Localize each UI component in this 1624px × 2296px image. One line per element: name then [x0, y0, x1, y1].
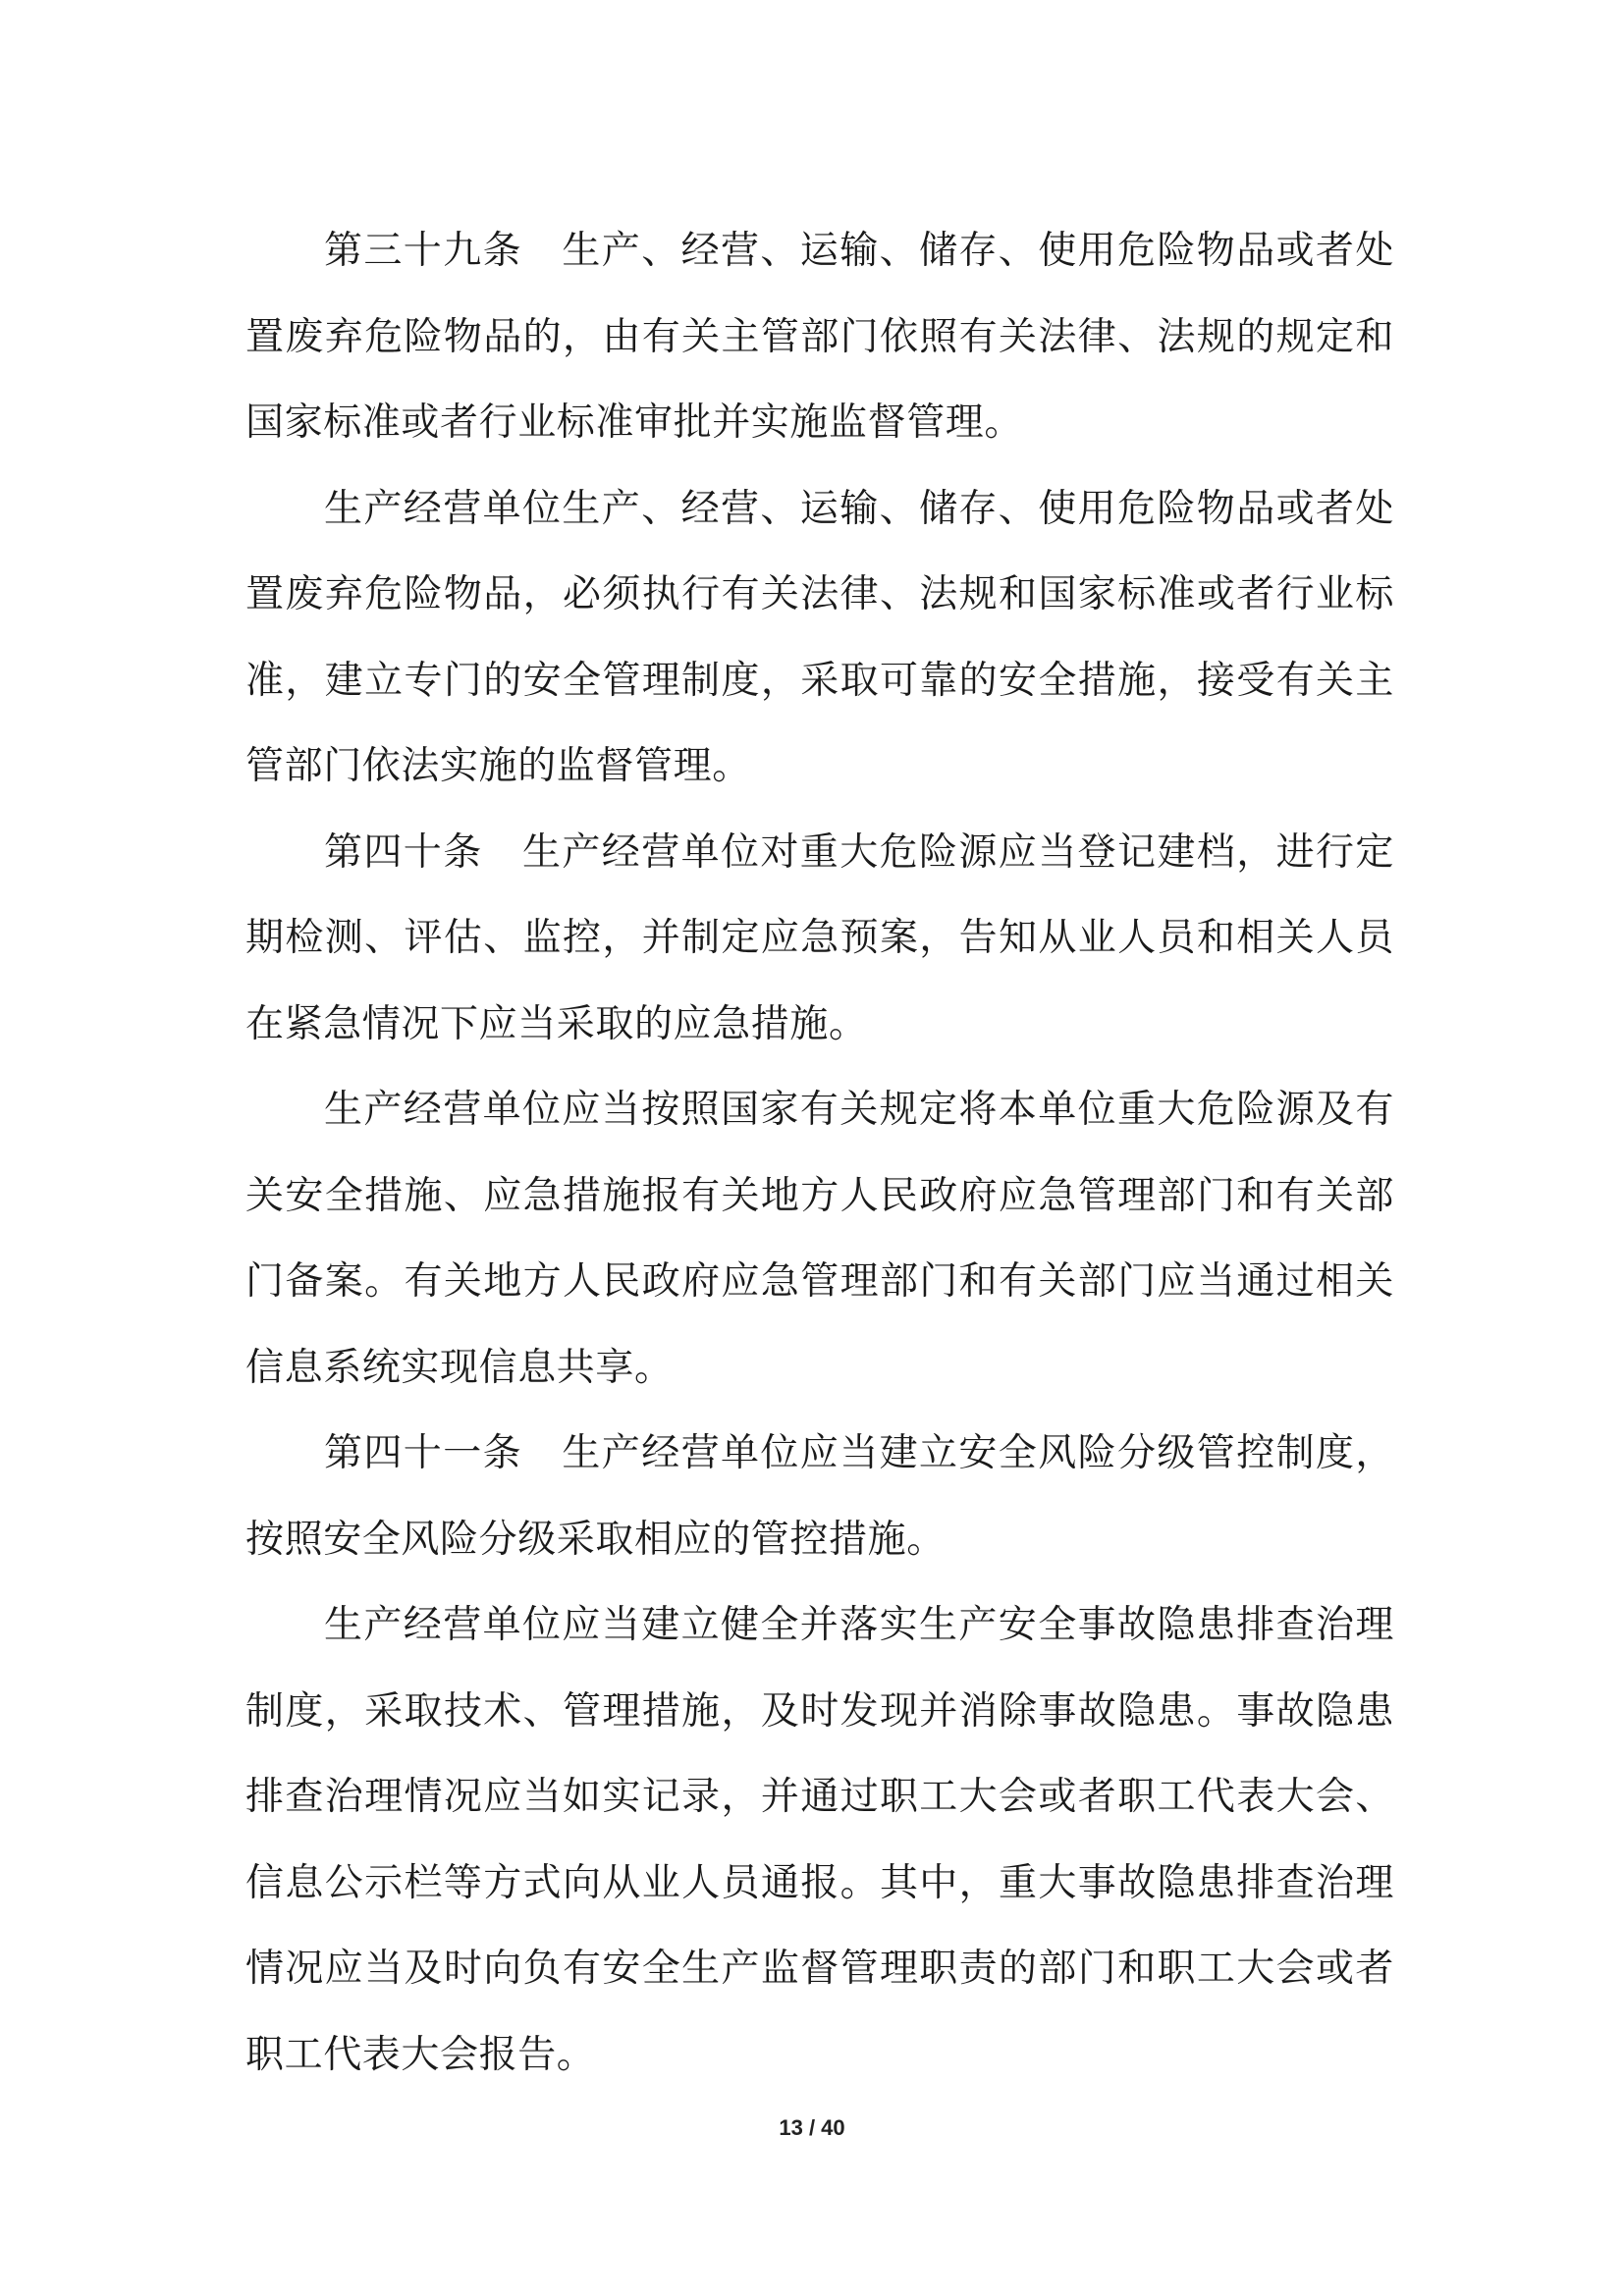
- paragraph-article-41-clause-2: 生产经营单位应当建立健全并落实生产安全事故隐患排查治理制度，采取技术、管理措施，及时发现并消除事故隐患。事故隐患排查治理情况应当如实记录，并通过职工大会或者职工代表大会、信息公示栏等方式向从业人员通报。其中，重大事故隐患排查治理情况应当及时向负有安全生产监督管理职责的部门和职工大会或者职工代表大会报告。: [245, 1603, 1394, 2077]
- paragraph-article-40: 第四十条 生产经营单位对重大危险源应当登记建档，进行定期检测、评估、监控，并制定应急预案，告知从业人员和相关人员在紧急情况下应当采取的应急措施。: [245, 829, 1394, 1046]
- document-body: [245, 208, 1394, 2098]
- page-number: 13 / 40: [779, 2115, 845, 2140]
- paragraph-article-39-clause-2: 生产经营单位生产、经营、运输、储存、使用危险物品或者处置废弃危险物品，必须执行有关法律、法规和国家标准或者行业标准，建立专门的安全管理制度，采取可靠的安全措施，接受有关主管部门依法实施的监督管理。: [245, 486, 1394, 788]
- paragraph-article-40-clause-2: 生产经营单位应当按照国家有关规定将本单位重大危险源及有关安全措施、应急措施报有关地方人民政府应急管理部门和有关部门备案。有关地方人民政府应急管理部门和有关部门应当通过相关信息系统实现信息共享。: [245, 1088, 1394, 1390]
- paragraph-article-41: 第四十一条 生产经营单位应当建立安全风险分级管控制度，按照安全风险分级采取相应的管控措施。: [245, 1431, 1394, 1562]
- paragraph-article-39: 第三十九条 生产、经营、运输、储存、使用危险物品或者处置废弃危险物品的，由有关主管部门依照有关法律、法规的规定和国家标准或者行业标准审批并实施监督管理。: [245, 229, 1394, 445]
